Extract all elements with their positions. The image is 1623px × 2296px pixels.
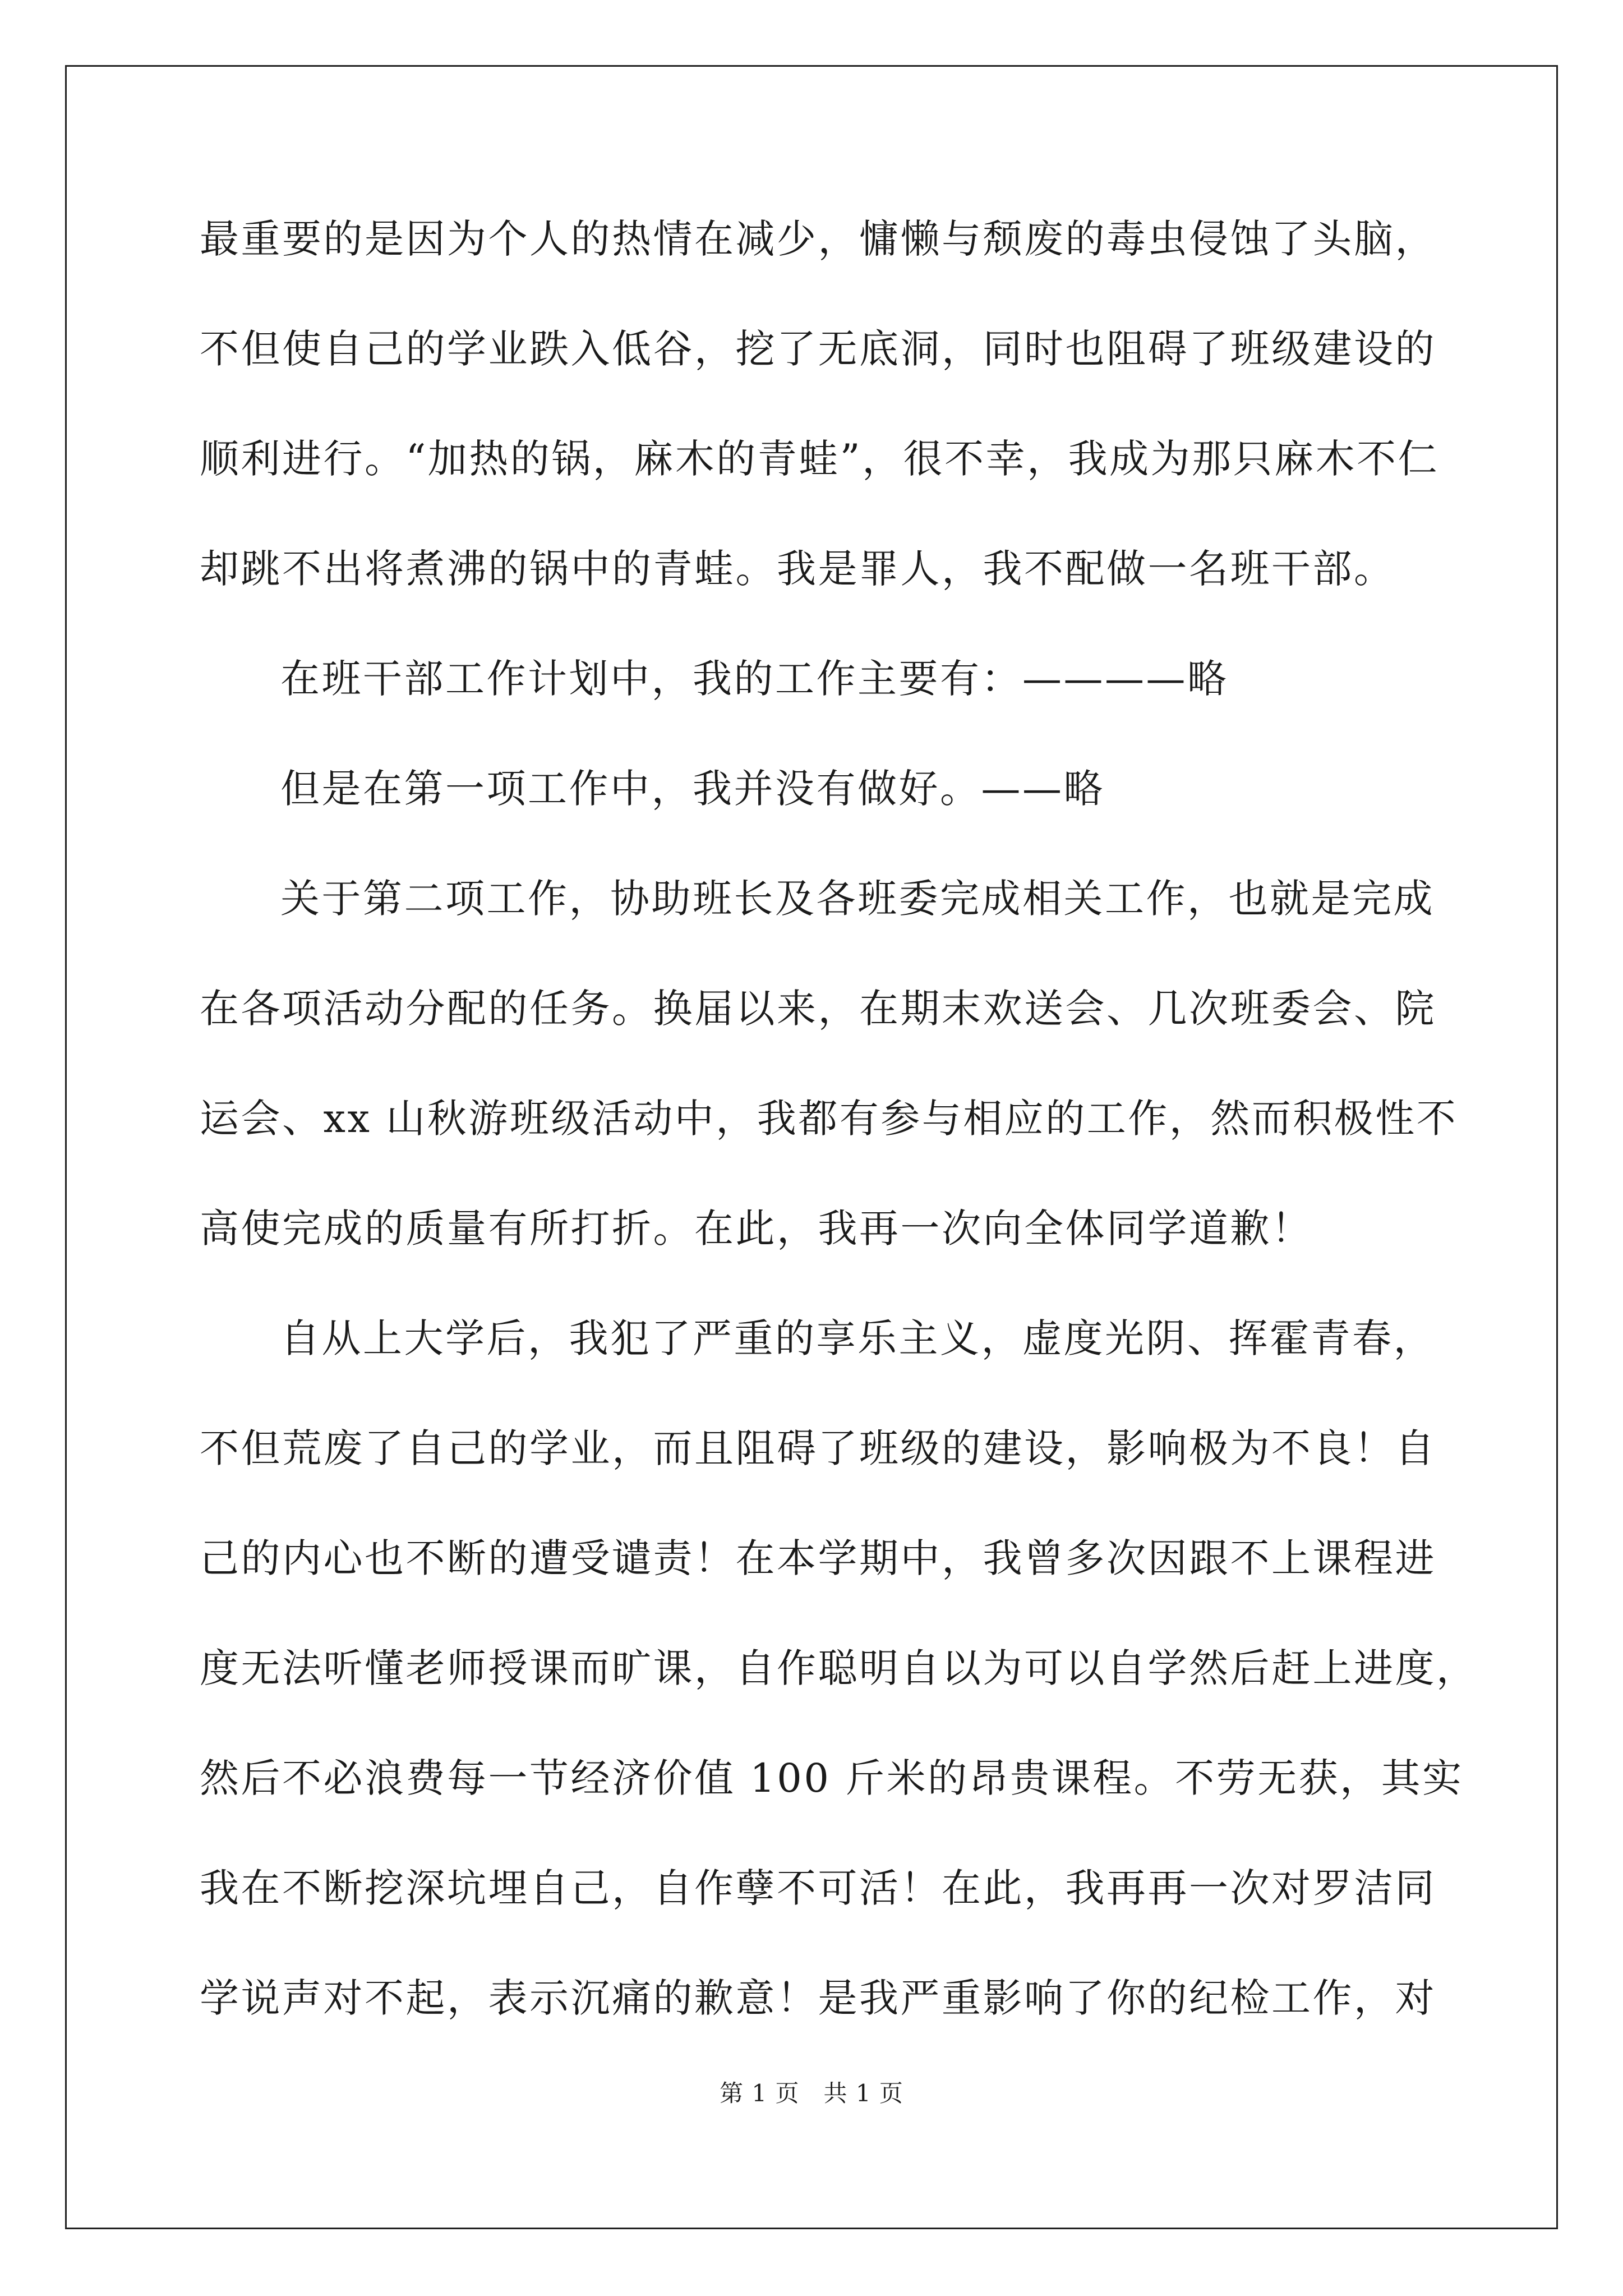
text-line: 最重要的是因为个人的热情在减少，慵懒与颓废的毒虫侵蚀了头脑，	[200, 216, 1436, 262]
text-line: 运会、xx 山秋游班级活动中，我都有参与相应的工作，然而积极性不	[200, 1096, 1458, 1142]
paragraph-first-line: 自从上大学后，我犯了严重的享乐主义，虚度光阴、挥霍青春，	[280, 1315, 1435, 1361]
paragraph-first-line: 但是在第一项工作中，我并没有做好。——略	[280, 766, 1105, 812]
text-line: 高使完成的质量有所打折。在此，我再一次向全体同学道歉！	[200, 1205, 1313, 1251]
text-line: 我在不断挖深坑埋自己，自作孽不可活！在此，我再再一次对罗洁同	[200, 1865, 1436, 1911]
text-line: 学说声对不起，表示沉痛的歉意！是我严重影响了你的纪检工作，对	[200, 1975, 1436, 2021]
paragraph-first-line: 关于第二项工作，协助班长及各班委完成相关工作，也就是完成	[280, 876, 1435, 922]
text-line: 不但使自己的学业跌入低谷，挖了无底洞，同时也阻碍了班级建设的	[200, 326, 1436, 372]
text-line: 在各项活动分配的任务。换届以来，在期末欢送会、几次班委会、院	[200, 986, 1436, 1032]
text-line: 度无法听懂老师授课而旷课，自作聪明自以为可以自学然后赶上进度，	[200, 1645, 1478, 1691]
paragraph-first-line: 在班干部工作计划中，我的工作主要有：————略	[280, 656, 1229, 702]
text-line: 顺利进行。“加热的锅，麻木的青蛙”，很不幸，我成为那只麻木不仁	[200, 436, 1440, 482]
page-number-footer: 第 1 页 共 1 页	[720, 2079, 903, 2107]
text-line: 然后不必浪费每一节经济价值 100 斤米的昂贵课程。不劳无获，其实	[200, 1755, 1464, 1801]
text-line: 却跳不出将煮沸的锅中的青蛙。我是罪人，我不配做一名班干部。	[200, 546, 1395, 592]
text-line: 己的内心也不断的遭受谴责！在本学期中，我曾多次因跟不上课程进	[200, 1535, 1436, 1581]
text-line: 不但荒废了自己的学业，而且阻碍了班级的建设，影响极为不良！自	[200, 1425, 1436, 1471]
